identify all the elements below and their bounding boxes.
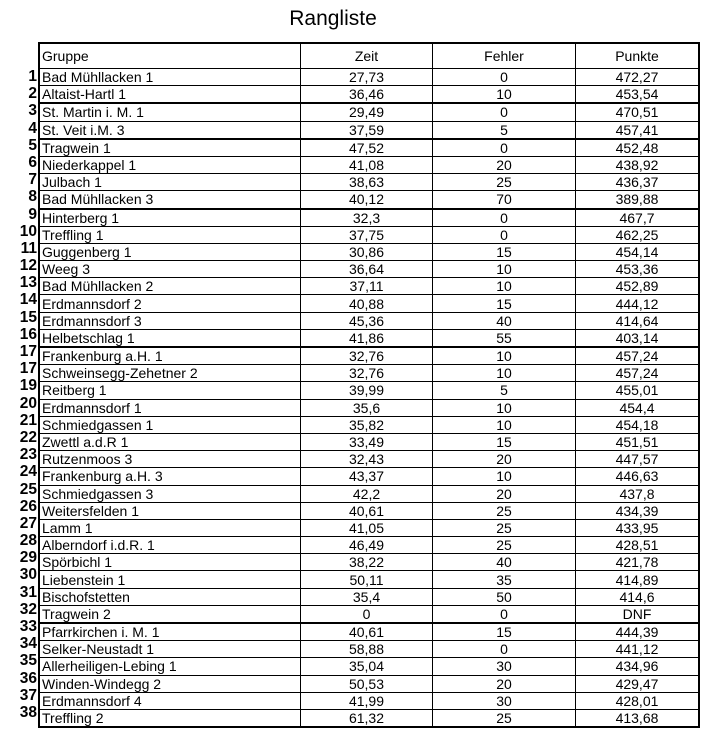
table-row bbox=[39, 675, 699, 692]
cell-points: 452,89 bbox=[576, 278, 700, 295]
rank-number: 16 bbox=[19, 325, 37, 343]
rank-number: 11 bbox=[20, 239, 37, 257]
cell-errors: 15 bbox=[433, 295, 576, 312]
table-header-row bbox=[39, 43, 699, 69]
cell-points: 444,12 bbox=[576, 295, 700, 312]
cell-time: 37,11 bbox=[301, 278, 433, 295]
cell-group-name: Erdmannsdorf 2 bbox=[39, 295, 301, 312]
header-time: Zeit bbox=[301, 43, 433, 69]
cell-time: 41,86 bbox=[301, 329, 433, 347]
cell-group-name: Treffling 1 bbox=[39, 226, 301, 243]
cell-points: 457,24 bbox=[576, 365, 700, 382]
cell-points: 454,14 bbox=[576, 243, 700, 260]
rank-number: 31 bbox=[19, 583, 37, 601]
cell-errors: 30 bbox=[433, 658, 576, 675]
rank-number: 35 bbox=[19, 652, 37, 670]
cell-points: 434,39 bbox=[576, 502, 700, 519]
cell-time: 32,3 bbox=[301, 209, 433, 227]
cell-time: 45,36 bbox=[301, 312, 433, 329]
cell-points: 438,92 bbox=[576, 156, 700, 173]
cell-time: 41,99 bbox=[301, 692, 433, 709]
table-row bbox=[39, 502, 699, 519]
cell-points: 414,64 bbox=[576, 312, 700, 329]
table-row bbox=[39, 709, 699, 727]
cell-group-name: Liebenstein 1 bbox=[39, 571, 301, 588]
cell-errors: 20 bbox=[433, 451, 576, 468]
cell-points: DNF bbox=[576, 605, 700, 623]
cell-errors: 0 bbox=[433, 605, 576, 623]
cell-time: 32,43 bbox=[301, 451, 433, 468]
cell-errors: 10 bbox=[433, 261, 576, 278]
table-row bbox=[39, 382, 699, 399]
table-row bbox=[39, 347, 699, 365]
cell-errors: 50 bbox=[433, 588, 576, 605]
header-errors: Fehler bbox=[433, 43, 576, 69]
rank-number: 27 bbox=[19, 514, 37, 532]
cell-group-name: Helbetschlag 1 bbox=[39, 329, 301, 347]
table-row bbox=[39, 191, 699, 209]
rank-number: 1 bbox=[28, 68, 37, 85]
cell-group-name: Rutzenmoos 3 bbox=[39, 451, 301, 468]
rank-number: 10 bbox=[19, 222, 37, 240]
cell-group-name: Treffling 2 bbox=[39, 709, 301, 727]
cell-group-name: Spörbichl 1 bbox=[39, 554, 301, 571]
cell-time: 40,88 bbox=[301, 295, 433, 312]
cell-points: 451,51 bbox=[576, 433, 700, 450]
cell-points: 441,12 bbox=[576, 641, 700, 658]
cell-group-name: Weeg 3 bbox=[39, 261, 301, 278]
cell-group-name: Allerheiligen-Lebing 1 bbox=[39, 658, 301, 675]
cell-group-name: Frankenburg a.H. 1 bbox=[39, 347, 301, 365]
cell-errors: 10 bbox=[433, 468, 576, 485]
cell-group-name: Hinterberg 1 bbox=[39, 209, 301, 227]
rank-number: 34 bbox=[19, 635, 37, 653]
cell-group-name: Erdmannsdorf 1 bbox=[39, 399, 301, 416]
rank-number: 2 bbox=[28, 85, 37, 103]
table-row bbox=[39, 329, 699, 347]
cell-errors: 15 bbox=[433, 433, 576, 450]
cell-group-name: Bad Mühllacken 2 bbox=[39, 278, 301, 295]
cell-points: 444,39 bbox=[576, 623, 700, 641]
cell-errors: 40 bbox=[433, 312, 576, 329]
cell-time: 58,88 bbox=[301, 641, 433, 658]
table-row bbox=[39, 451, 699, 468]
table-row bbox=[39, 226, 699, 243]
cell-points: 429,47 bbox=[576, 675, 700, 692]
table-row bbox=[39, 121, 699, 139]
cell-errors: 20 bbox=[433, 675, 576, 692]
table-row bbox=[39, 571, 699, 588]
cell-errors: 70 bbox=[433, 191, 576, 209]
cell-points: 454,4 bbox=[576, 399, 700, 416]
table-row bbox=[39, 485, 699, 502]
cell-time: 46,49 bbox=[301, 537, 433, 554]
table-row bbox=[39, 278, 699, 295]
cell-points: 452,48 bbox=[576, 139, 700, 157]
rank-number: 9 bbox=[28, 205, 37, 223]
cell-points: 470,51 bbox=[576, 103, 700, 121]
cell-group-name: Alberndorf i.d.R. 1 bbox=[39, 537, 301, 554]
cell-time: 38,63 bbox=[301, 174, 433, 191]
cell-errors: 10 bbox=[433, 399, 576, 416]
cell-time: 38,22 bbox=[301, 554, 433, 571]
rank-number: 6 bbox=[28, 153, 37, 171]
cell-group-name: Reitberg 1 bbox=[39, 382, 301, 399]
table-row bbox=[39, 692, 699, 709]
header-group: Gruppe bbox=[39, 43, 301, 69]
cell-errors: 0 bbox=[433, 139, 576, 157]
table-row bbox=[39, 139, 699, 157]
cell-time: 40,12 bbox=[301, 191, 433, 209]
rank-number: 12 bbox=[19, 257, 37, 275]
cell-time: 35,04 bbox=[301, 658, 433, 675]
rank-number: 36 bbox=[19, 669, 37, 687]
cell-errors: 25 bbox=[433, 709, 576, 727]
cell-time: 43,37 bbox=[301, 468, 433, 485]
cell-points: 437,8 bbox=[576, 485, 700, 502]
cell-time: 40,61 bbox=[301, 502, 433, 519]
cell-group-name: Weitersfelden 1 bbox=[39, 502, 301, 519]
cell-errors: 10 bbox=[433, 416, 576, 433]
rank-number: 19 bbox=[19, 377, 37, 395]
rank-number: 38 bbox=[19, 703, 37, 721]
rank-number: 24 bbox=[19, 463, 37, 481]
cell-points: 428,01 bbox=[576, 692, 700, 709]
cell-points: 453,36 bbox=[576, 261, 700, 278]
cell-errors: 20 bbox=[433, 485, 576, 502]
cell-errors: 15 bbox=[433, 623, 576, 641]
cell-time: 35,82 bbox=[301, 416, 433, 433]
cell-group-name: Bad Mühllacken 1 bbox=[39, 69, 301, 86]
cell-errors: 30 bbox=[433, 692, 576, 709]
cell-errors: 25 bbox=[433, 519, 576, 536]
cell-group-name: Erdmannsdorf 4 bbox=[39, 692, 301, 709]
cell-group-name: Zwettl a.d.R 1 bbox=[39, 433, 301, 450]
cell-group-name: St. Martin i. M. 1 bbox=[39, 103, 301, 121]
cell-errors: 0 bbox=[433, 69, 576, 86]
cell-time: 33,49 bbox=[301, 433, 433, 450]
header-points: Punkte bbox=[576, 43, 700, 69]
table-row bbox=[39, 365, 699, 382]
cell-group-name: Schmiedgassen 1 bbox=[39, 416, 301, 433]
cell-points: 472,27 bbox=[576, 69, 700, 86]
cell-time: 36,46 bbox=[301, 86, 433, 104]
table-row bbox=[39, 519, 699, 536]
cell-time: 50,53 bbox=[301, 675, 433, 692]
table-row bbox=[39, 174, 699, 191]
cell-group-name: Julbach 1 bbox=[39, 174, 301, 191]
rank-number: 17 bbox=[19, 343, 37, 360]
rank-number: 33 bbox=[19, 618, 37, 635]
table-row bbox=[39, 623, 699, 641]
table-row bbox=[39, 243, 699, 260]
cell-points: 428,51 bbox=[576, 537, 700, 554]
cell-time: 0 bbox=[301, 605, 433, 623]
cell-group-name: Schweinsegg-Zehetner 2 bbox=[39, 365, 301, 382]
cell-points: 389,88 bbox=[576, 191, 700, 209]
cell-points: 414,6 bbox=[576, 588, 700, 605]
cell-errors: 35 bbox=[433, 571, 576, 588]
rank-number: 22 bbox=[19, 428, 37, 446]
cell-errors: 0 bbox=[433, 209, 576, 227]
table-row bbox=[39, 69, 699, 86]
cell-time: 61,32 bbox=[301, 709, 433, 727]
rank-number: 25 bbox=[19, 480, 37, 498]
cell-points: 436,37 bbox=[576, 174, 700, 191]
cell-group-name: Guggenberg 1 bbox=[39, 243, 301, 260]
cell-points: 467,7 bbox=[576, 209, 700, 227]
cell-points: 454,18 bbox=[576, 416, 700, 433]
rank-number: 26 bbox=[19, 497, 37, 515]
table-row bbox=[39, 433, 699, 450]
cell-errors: 10 bbox=[433, 347, 576, 365]
rank-number: 7 bbox=[28, 171, 37, 189]
cell-time: 32,76 bbox=[301, 365, 433, 382]
table-row bbox=[39, 103, 699, 121]
table-row bbox=[39, 588, 699, 605]
table-body bbox=[39, 69, 699, 728]
cell-time: 41,08 bbox=[301, 156, 433, 173]
cell-points: 446,63 bbox=[576, 468, 700, 485]
cell-errors: 10 bbox=[433, 86, 576, 104]
cell-errors: 0 bbox=[433, 103, 576, 121]
cell-time: 50,11 bbox=[301, 571, 433, 588]
rank-column bbox=[0, 68, 38, 721]
cell-group-name: Altaist-Hartl 1 bbox=[39, 86, 301, 104]
cell-errors: 25 bbox=[433, 502, 576, 519]
cell-group-name: Tragwein 1 bbox=[39, 139, 301, 157]
cell-time: 47,52 bbox=[301, 139, 433, 157]
cell-errors: 5 bbox=[433, 121, 576, 139]
cell-time: 37,59 bbox=[301, 121, 433, 139]
cell-errors: 40 bbox=[433, 554, 576, 571]
cell-points: 413,68 bbox=[576, 709, 700, 727]
cell-errors: 20 bbox=[433, 156, 576, 173]
rank-number: 3 bbox=[28, 102, 37, 120]
table-row bbox=[39, 554, 699, 571]
cell-time: 29,49 bbox=[301, 103, 433, 121]
cell-time: 40,61 bbox=[301, 623, 433, 641]
cell-points: 462,25 bbox=[576, 226, 700, 243]
rank-number: 20 bbox=[19, 394, 37, 412]
cell-errors: 0 bbox=[433, 226, 576, 243]
rank-number: 8 bbox=[28, 188, 37, 206]
cell-group-name: Selker-Neustadt 1 bbox=[39, 641, 301, 658]
cell-time: 32,76 bbox=[301, 347, 433, 365]
cell-group-name: Frankenburg a.H. 3 bbox=[39, 468, 301, 485]
rank-number: 21 bbox=[19, 411, 37, 429]
cell-errors: 25 bbox=[433, 537, 576, 554]
cell-group-name: Bischofstetten bbox=[39, 588, 301, 605]
rank-number: 15 bbox=[19, 308, 37, 326]
cell-group-name: Bad Mühllacken 3 bbox=[39, 191, 301, 209]
cell-errors: 10 bbox=[433, 278, 576, 295]
cell-points: 421,78 bbox=[576, 554, 700, 571]
cell-points: 434,96 bbox=[576, 658, 700, 675]
cell-time: 42,2 bbox=[301, 485, 433, 502]
cell-errors: 25 bbox=[433, 174, 576, 191]
cell-time: 39,99 bbox=[301, 382, 433, 399]
table-row bbox=[39, 416, 699, 433]
table-row bbox=[39, 537, 699, 554]
cell-group-name: Pfarrkirchen i. M. 1 bbox=[39, 623, 301, 641]
cell-time: 36,64 bbox=[301, 261, 433, 278]
page-title: Rangliste bbox=[289, 7, 377, 30]
cell-points: 447,57 bbox=[576, 451, 700, 468]
cell-errors: 55 bbox=[433, 329, 576, 347]
cell-errors: 5 bbox=[433, 382, 576, 399]
cell-group-name: Lamm 1 bbox=[39, 519, 301, 536]
table-row bbox=[39, 86, 699, 104]
rank-number: 32 bbox=[19, 600, 37, 618]
rank-number: 14 bbox=[19, 291, 37, 309]
cell-time: 30,86 bbox=[301, 243, 433, 260]
rank-number: 13 bbox=[19, 274, 37, 292]
table-row bbox=[39, 658, 699, 675]
cell-group-name: Niederkappel 1 bbox=[39, 156, 301, 173]
cell-errors: 0 bbox=[433, 641, 576, 658]
results-table bbox=[38, 42, 700, 728]
cell-group-name: St. Veit i.M. 3 bbox=[39, 121, 301, 139]
cell-points: 455,01 bbox=[576, 382, 700, 399]
cell-time: 27,73 bbox=[301, 69, 433, 86]
rank-number: 17 bbox=[19, 360, 37, 378]
cell-time: 35,6 bbox=[301, 399, 433, 416]
cell-group-name: Tragwein 2 bbox=[39, 605, 301, 623]
cell-points: 457,41 bbox=[576, 121, 700, 139]
table-row bbox=[39, 641, 699, 658]
cell-group-name: Winden-Windegg 2 bbox=[39, 675, 301, 692]
cell-points: 414,89 bbox=[576, 571, 700, 588]
cell-time: 41,05 bbox=[301, 519, 433, 536]
table-row bbox=[39, 399, 699, 416]
cell-time: 35,4 bbox=[301, 588, 433, 605]
rank-number: 29 bbox=[19, 549, 37, 567]
rank-number: 23 bbox=[19, 446, 37, 464]
table-row bbox=[39, 261, 699, 278]
table-row bbox=[39, 468, 699, 485]
cell-time: 37,75 bbox=[301, 226, 433, 243]
cell-group-name: Schmiedgassen 3 bbox=[39, 485, 301, 502]
cell-points: 403,14 bbox=[576, 329, 700, 347]
rank-number: 5 bbox=[28, 136, 37, 154]
table-row bbox=[39, 156, 699, 173]
table-row bbox=[39, 312, 699, 329]
table-row bbox=[39, 605, 699, 623]
rank-number: 4 bbox=[28, 119, 37, 137]
cell-group-name: Erdmannsdorf 3 bbox=[39, 312, 301, 329]
cell-errors: 15 bbox=[433, 243, 576, 260]
cell-points: 433,95 bbox=[576, 519, 700, 536]
rank-number: 37 bbox=[19, 686, 37, 704]
cell-points: 453,54 bbox=[576, 86, 700, 104]
cell-errors: 10 bbox=[433, 365, 576, 382]
rank-number: 30 bbox=[19, 566, 37, 584]
table-row bbox=[39, 295, 699, 312]
rank-number: 28 bbox=[19, 532, 37, 550]
table-row bbox=[39, 209, 699, 227]
cell-points: 457,24 bbox=[576, 347, 700, 365]
